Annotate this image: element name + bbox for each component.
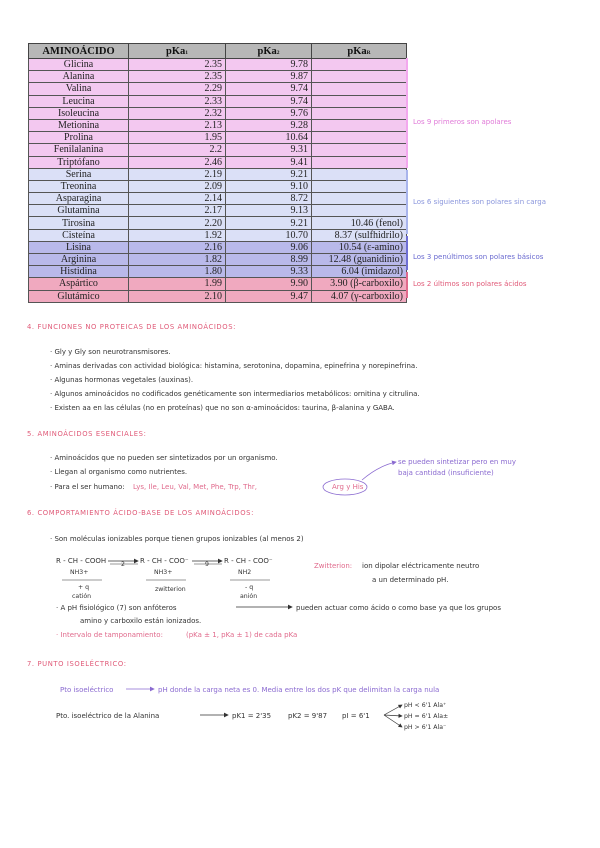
struct-zwitterion-bottom: NH3+ [154,569,173,576]
aminoacid-name: Valina [29,83,129,95]
pka2-value: 10.70 [226,229,312,241]
pka2-value: 9.74 [226,95,312,107]
section4-title: 4. FUNCIONES NO PROTEICAS DE LOS AMINOÁCIDOS: [27,323,237,331]
sec4-item-4: · Algunos aminoácidos no codificados genéticamente son intermediarios metabólicos: ornitina y citrulina. [50,390,420,398]
header-aminoacid: AMINOÁCIDO [29,44,129,59]
alanine-pi: pI = 6'1 [342,712,370,720]
pka2-value: 9.31 [226,144,312,156]
pka1-value: 1.82 [129,254,226,266]
struct-cation-top: R - CH - COOH [56,557,107,565]
aminoacid-name: Isoleucina [29,107,129,119]
pka1-value: 2.20 [129,217,226,229]
pka2-value: 9.13 [226,205,312,217]
section5-title: 5. AMINOÁCIDOS ESENCIALES: [27,430,147,438]
pka1-value: 2.17 [129,205,226,217]
struct-zwitterion-top: R - CH - COO⁻ [140,557,189,565]
arg-his-note-arrow [362,462,396,480]
sec6-item-2b: pueden actuar como ácido o como base ya que los grupos [296,604,501,612]
sec5-item-1: · Aminoácidos que no pueden ser sintetizados por un organismo. [50,454,278,462]
label-zwitterion: zwitterion [155,586,186,593]
group-note-basic: Los 3 penúltimos son polares básicos [413,253,544,261]
arrow-label-2: 2 [121,561,125,568]
label-anion-charge: - q [245,584,254,591]
aminoacid-name: Treonina [29,180,129,192]
pka1-value: 2.32 [129,107,226,119]
pka1-value: 1.99 [129,278,226,290]
alanine-label: Pto. isoeléctrico de la Alanina [56,712,160,720]
aminoacid-name: Fenilalanina [29,144,129,156]
aminoacid-name: Glicina [29,59,129,71]
aminoacid-name: Histidina [29,266,129,278]
label-anion: anión [240,593,258,600]
pkar-value: 12.48 (guanidinio) [312,254,407,266]
pkar-value: 4.07 (γ-carboxilo) [312,290,407,302]
aminoacid-name: Tirosina [29,217,129,229]
pka1-value: 2.35 [129,59,226,71]
pka2-value: 9.90 [226,278,312,290]
alanine-case-acid: pH < 6'1 Ala⁺ [404,702,447,709]
sec4-item-3: · Algunas hormonas vegetales (auxinas). [50,376,194,384]
aminoacid-name: Lisina [29,241,129,253]
sec6-item-3-label: · Intervalo de tamponamiento: [56,631,163,639]
sec5-item-2: · Llegan al organismo como nutrientes. [50,468,188,476]
pka2-value: 8.72 [226,193,312,205]
sec5-note-line2: baja cantidad (insuficiente) [398,469,494,477]
pka2-value: 10.64 [226,132,312,144]
pka2-value: 9.28 [226,119,312,131]
section6-title: 6. COMPORTAMIENTO ÁCIDO-BASE DE LOS AMINOÁCIDOS: [27,509,254,517]
pka1-value: 2.19 [129,168,226,180]
pka2-value: 9.41 [226,156,312,168]
struct-anion-top: R - CH - COO⁻ [224,557,273,565]
pkar-value: 10.46 (fenol) [312,217,407,229]
arg-his-circle [323,479,367,495]
sec5-note-line1: se pueden sintetizar pero en muy [398,458,516,466]
pka1-value: 2.14 [129,193,226,205]
pka1-value: 1.95 [129,132,226,144]
pka2-value: 9.21 [226,217,312,229]
struct-anion-bottom: NH2 [238,569,252,576]
sec6-item-2a: · A pH fisiológico (7) son anfóteros [56,604,177,612]
isoelectric-def-label: Pto isoeléctrico [60,686,114,694]
pkar-value: 6.04 (imidazol) [312,266,407,278]
group-note-apolar: Los 9 primeros son apolares [413,118,512,126]
sec4-item-1: · Gly y Gly son neurotransmisores. [50,348,171,356]
alanine-case-basic: pH > 6'1 Ala⁻ [404,724,447,731]
section7-title: 7. PUNTO ISOELÉCTRICO: [27,660,127,668]
pka1-value: 2.09 [129,180,226,192]
pka1-value: 2.29 [129,83,226,95]
struct-cation-bottom: NH3+ [70,569,89,576]
pka2-value: 8.99 [226,254,312,266]
pkar-value: 10.54 (ε-amino) [312,241,407,253]
aminoacid-name: Asparagina [29,193,129,205]
aminoacid-name: Alanina [29,71,129,83]
group-note-polar: Los 6 siguientes son polares sin carga [413,198,547,206]
alanine-pk2: pK2 = 9'87 [288,712,328,720]
label-cation-charge: + q [78,584,90,591]
pka1-value: 2.10 [129,290,226,302]
aminoacid-name: Prolina [29,132,129,144]
pkar-value: 8.37 (sulfhidrilo) [312,229,407,241]
label-cation: catión [72,593,92,600]
pka2-value: 9.10 [226,180,312,192]
sec4-item-2: · Aminas derivadas con actividad biológica: histamina, serotonina, dopamina, epinefrina y norepinefrina. [50,362,418,370]
pka1-value: 2.46 [129,156,226,168]
aminoacid-name: Serina [29,168,129,180]
pka2-value: 9.21 [226,168,312,180]
pka1-value: 1.80 [129,266,226,278]
header-pka1: pKa1 [129,44,226,59]
sec6-item-2c: amino y carboxilo están ionizados. [80,617,202,625]
pka1-value: 1.92 [129,229,226,241]
zwitterion-text-1: ion dipolar eléctricamente neutro [362,562,480,570]
aminoacid-name: Leucina [29,95,129,107]
header-pkar: pKaR [312,44,407,59]
pka2-value: 9.33 [226,266,312,278]
pka2-value: 9.06 [226,241,312,253]
aminoacid-name: Cisteína [29,229,129,241]
header-pka2: pKa2 [226,44,312,59]
aminoacid-name: Metionina [29,119,129,131]
sec4-item-5: · Existen aa en las células (no en proteínas) que no son α-aminoácidos: taurina, β-alanina y GABA. [50,404,395,412]
sec6-item-1: · Son moléculas ionizables porque tienen grupos ionizables (al menos 2) [50,535,304,543]
zwitterion-text-2: a un determinado pH. [372,576,449,584]
pka1-value: 2.13 [129,119,226,131]
aminoacid-name: Glutámico [29,290,129,302]
pka1-value: 2.35 [129,71,226,83]
sec5-item-3-prefix: · Para el ser humano: [50,483,125,491]
pka1-value: 2.16 [129,241,226,253]
sec6-item-3-text: (pKa ± 1, pKa ± 1) de cada pKa [186,631,298,639]
aminoacid-name: Triptófano [29,156,129,168]
pka2-value: 9.74 [226,83,312,95]
pka2-value: 9.78 [226,59,312,71]
sec5-essential-circled: Arg y His [332,483,364,491]
aminoacid-name: Glutamina [29,205,129,217]
arrow-label-9: 9 [205,561,209,568]
aminoacid-name: Aspártico [29,278,129,290]
aminoacid-name: Arginina [29,254,129,266]
pka2-value: 9.87 [226,71,312,83]
group-note-acid: Los 2 últimos son polares ácidos [413,280,527,288]
zwitterion-label: Zwitterion: [314,562,353,570]
pka2-value: 9.47 [226,290,312,302]
sec5-essential-list: Lys, Ile, Leu, Val, Met, Phe, Trp, Thr, [133,483,257,491]
alanine-pk1: pK1 = 2'35 [232,712,272,720]
alanine-case-neutral: pH = 6'1 Ala± [404,713,449,720]
pka1-value: 2.33 [129,95,226,107]
pka1-value: 2.2 [129,144,226,156]
pkar-value: 3.90 (β-carboxilo) [312,278,407,290]
pka2-value: 9.76 [226,107,312,119]
isoelectric-def-text: pH donde la carga neta es 0. Media entre los dos pK que delimitan la carga nula [158,686,440,694]
